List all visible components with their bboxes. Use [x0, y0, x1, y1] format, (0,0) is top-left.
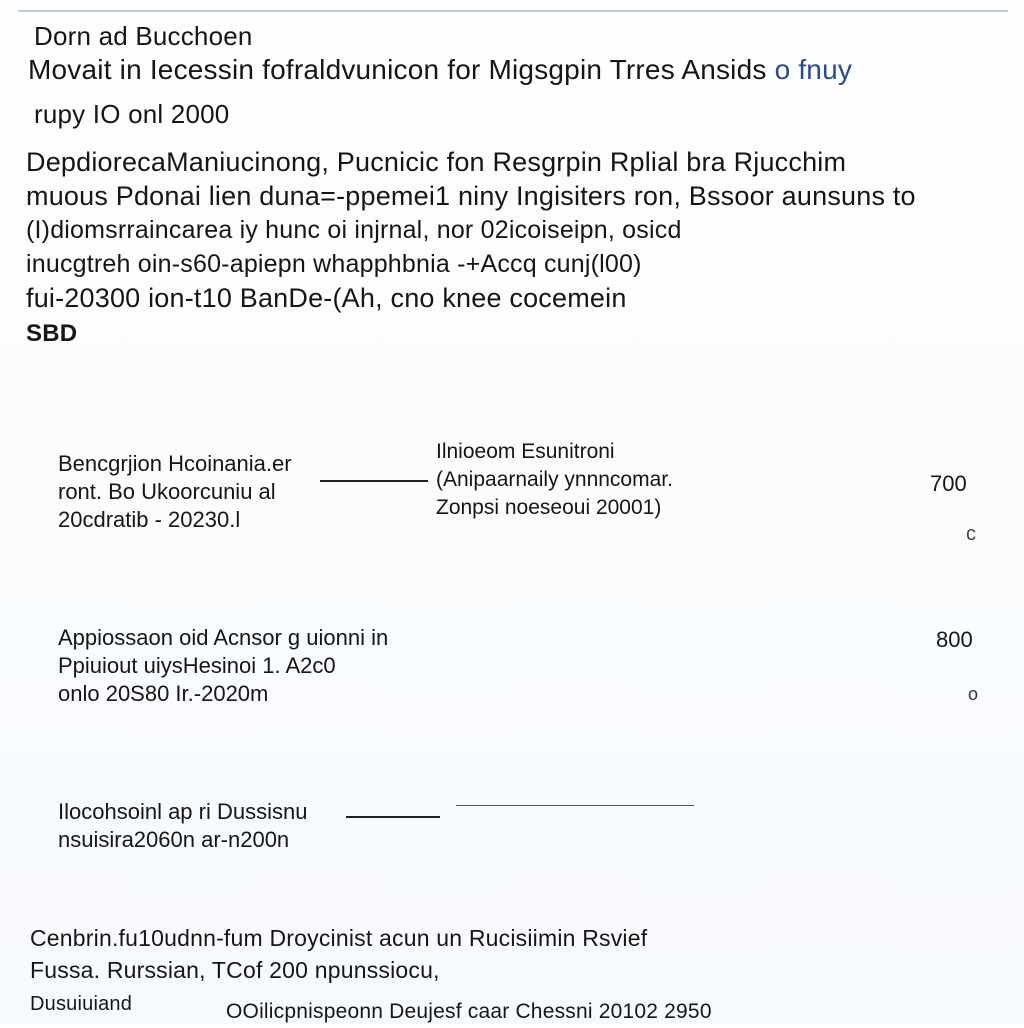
footer-line: Fussa. Rurssian, TCof 200 npunssiocu,	[30, 957, 440, 983]
footer-signature-line: OOilicpnispeonn Deujesf caar Chessni 20102 2950	[226, 1000, 712, 1023]
entry-2-description	[58, 624, 388, 708]
entry-1-line: ront. Bo Ukoorcuniu al	[58, 479, 276, 504]
entry-3-description	[58, 798, 307, 854]
entry-3-blank-rule	[346, 816, 440, 818]
entry-2-line: Ppiuiout uiysHesinoi 1. A2c0	[58, 653, 336, 678]
sender-line: Dorn ad Bucchoen	[34, 21, 253, 51]
footer-line: Cenbrin.fu10udnn-fum Droycinist acun un Rucisiimin Rsvief	[30, 925, 648, 951]
subject-accent-text: o fnuy	[774, 54, 853, 85]
date-line: rupy IO onl 2000	[34, 99, 230, 129]
entry-1-detail-line: Ilnioeom Esunitroni	[436, 440, 615, 463]
entry-1-description	[58, 450, 292, 534]
entry-1-line: Bencgrjion Hcoinania.er	[58, 451, 292, 476]
entry-1-detail-line: (Anipaarnaily ynnncomar.	[436, 468, 673, 491]
top-divider	[18, 10, 1008, 12]
entry-1-line: 20cdratib - 20230.l	[58, 507, 241, 532]
entry-3-line: nsuisira2060n ar-n200n	[58, 827, 290, 852]
subject-text: Movait in Iecessin fofraldvunicon for Migsgpin Trres Ansids	[28, 54, 767, 85]
entry-2-line: onlo 20S80 Ir.-2020m	[58, 681, 269, 706]
entry-1-amount: 700	[930, 471, 967, 496]
entry-2-line: Appiossaon oid Acnsor g uionni in	[58, 625, 389, 650]
body-line: inucgtreh oin-s60-apiepn whapphbnia -+Accq cunj(l00)	[26, 250, 642, 278]
body-line: muous Pdonai lien duna=-ppemei1 niny Ingisiters ron, Bssoor aunsuns to	[26, 181, 916, 211]
entry-2-amount: 800	[936, 627, 973, 652]
footer-line: Dusuiuiand	[30, 993, 133, 1015]
entry-3-line: Ilocohsoinl ap ri Dussisnu	[58, 799, 308, 824]
body-line: fui-20300 ion-t10 BanDe-(Ah, cno knee cocemein	[26, 283, 627, 313]
entry-2-mark: o	[968, 684, 979, 704]
body-line-label: SBD	[26, 320, 78, 347]
entry-1-detail	[436, 438, 673, 522]
subject-line	[28, 54, 852, 86]
entry-1-mark: c	[966, 523, 976, 545]
body-line: (I)diomsrraincarea iy hunc oi injrnal, nor 02icoiseipn, osicd	[26, 216, 682, 244]
entry-3-signature-rule	[456, 805, 694, 806]
body-line: DepdiorecaManiucinong, Pucnicic fon Resgrpin Rplial bra Rjucchim	[26, 147, 847, 177]
entry-1-connector-rule	[320, 480, 428, 482]
entry-1-detail-line: Zonpsi noeseoui 20001)	[436, 496, 662, 519]
